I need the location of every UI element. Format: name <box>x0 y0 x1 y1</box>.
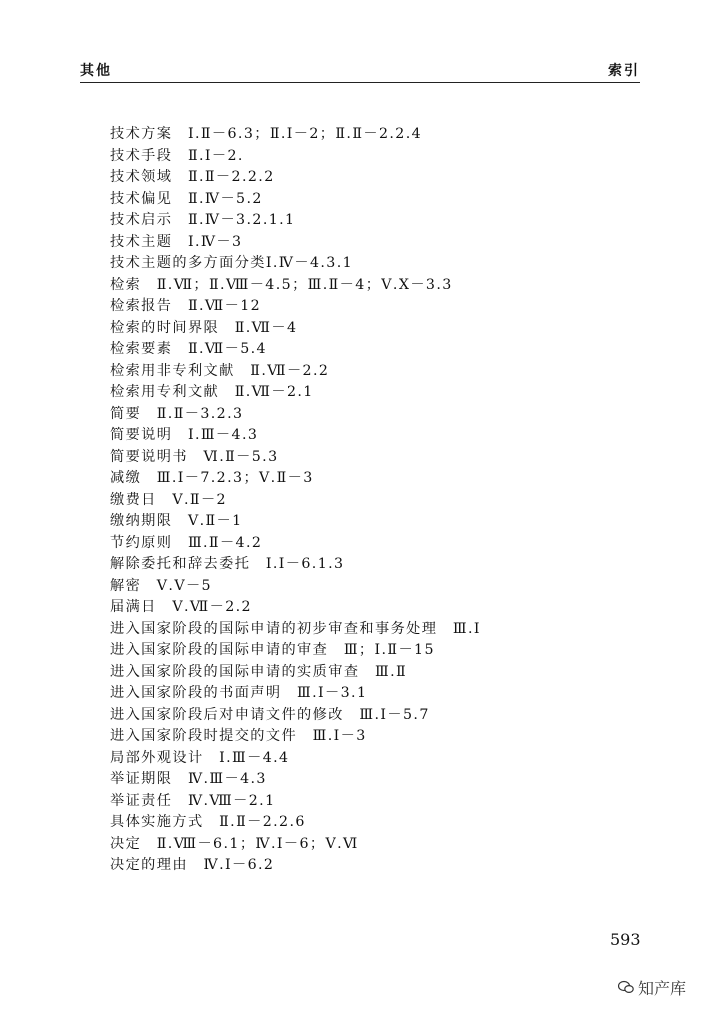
index-entry: 技术方案 Ⅰ.Ⅱ－6.3；Ⅱ.Ⅰ－2；Ⅱ.Ⅱ－2.2.4 <box>110 126 423 142</box>
index-entry: 技术启示 Ⅱ.Ⅳ－3.2.1.1 <box>110 212 296 228</box>
index-entry: 减缴 Ⅲ.Ⅰ－7.2.3；Ⅴ.Ⅱ－3 <box>110 470 314 486</box>
index-entry: 缴费日 Ⅴ.Ⅱ－2 <box>110 491 227 508</box>
index-entry: 进入国家阶段后对申请文件的修改 Ⅲ.Ⅰ－5.7 <box>110 706 430 723</box>
index-entry: 简要说明书 Ⅵ.Ⅱ－5.3 <box>110 448 279 465</box>
index-entry: 检索用非专利文献 Ⅱ.Ⅶ－2.2 <box>110 362 330 379</box>
index-entry: 检索要素 Ⅱ.Ⅶ－5.4 <box>110 341 267 357</box>
index-title: 索引 <box>608 63 640 79</box>
index-entry: 技术偏见 Ⅱ.Ⅳ－5.2 <box>110 190 263 207</box>
index-entry: 缴纳期限 Ⅴ.Ⅱ－1 <box>110 513 243 529</box>
index-entry: 进入国家阶段的国际申请的初步审查和事务处理 Ⅲ.Ⅰ <box>110 620 481 637</box>
index-entry: 简要说明 Ⅰ.Ⅲ－4.3 <box>110 427 259 443</box>
index-entry: 局部外观设计 Ⅰ.Ⅲ－4.4 <box>110 749 290 766</box>
index-entry: 具体实施方式 Ⅱ.Ⅱ－2.2.6 <box>110 814 306 830</box>
index-entry: 解密 Ⅴ.Ⅴ－5 <box>110 577 212 594</box>
index-entry: 进入国家阶段时提交的文件 Ⅲ.Ⅰ－3 <box>110 728 367 744</box>
index-entry: 届满日 Ⅴ.Ⅶ－2.2 <box>110 599 252 615</box>
index-entry: 技术手段 Ⅱ.Ⅰ－2. <box>110 147 244 164</box>
index-entry: 检索报告 Ⅱ.Ⅶ－12 <box>110 298 262 314</box>
index-entry: 决定 Ⅱ.Ⅷ－6.1；Ⅳ.Ⅰ－6；Ⅴ.Ⅵ <box>110 835 359 852</box>
index-entry: 举证责任 Ⅳ.Ⅷ－2.1 <box>110 792 276 809</box>
index-entry: 节约原则 Ⅲ.Ⅱ－4.2 <box>110 534 263 551</box>
index-entry: 检索的时间界限 Ⅱ.Ⅶ－4 <box>110 319 298 336</box>
page-number: 593 <box>610 930 641 949</box>
index-entry: 检索用专利文献 Ⅱ.Ⅶ－2.1 <box>110 384 314 400</box>
wechat-icon <box>618 979 634 998</box>
index-entry-list <box>110 124 630 877</box>
index-entry: 解除委托和辞去委托 Ⅰ.Ⅰ－6.1.3 <box>110 556 345 572</box>
index-entry: 进入国家阶段的国际申请的实质审查 Ⅲ.Ⅱ <box>110 663 408 680</box>
index-entry: 举证期限 Ⅳ.Ⅲ－4.3 <box>110 771 267 787</box>
section-title: 其他 <box>80 63 112 79</box>
index-entry: 决定的理由 Ⅳ.Ⅰ－6.2 <box>110 857 275 873</box>
watermark <box>618 976 686 999</box>
index-entry: 技术领域 Ⅱ.Ⅱ－2.2.2 <box>110 169 275 185</box>
watermark-text: 知产库 <box>638 979 687 998</box>
index-entry: 进入国家阶段的书面声明 Ⅲ.Ⅰ－3.1 <box>110 685 368 701</box>
index-entry: 简要 Ⅱ.Ⅱ－3.2.3 <box>110 405 244 422</box>
index-entry: 检索 Ⅱ.Ⅶ；Ⅱ.Ⅷ－4.5；Ⅲ.Ⅱ－4；Ⅴ.Ⅹ－3.3 <box>110 276 453 293</box>
index-entry: 进入国家阶段的国际申请的审查 Ⅲ；Ⅰ.Ⅱ－15 <box>110 642 435 658</box>
index-entry: 技术主题 Ⅰ.Ⅳ－3 <box>110 233 243 250</box>
index-entry: 技术主题的多方面分类Ⅰ.Ⅳ－4.3.1 <box>110 255 354 271</box>
page-header <box>80 58 640 83</box>
